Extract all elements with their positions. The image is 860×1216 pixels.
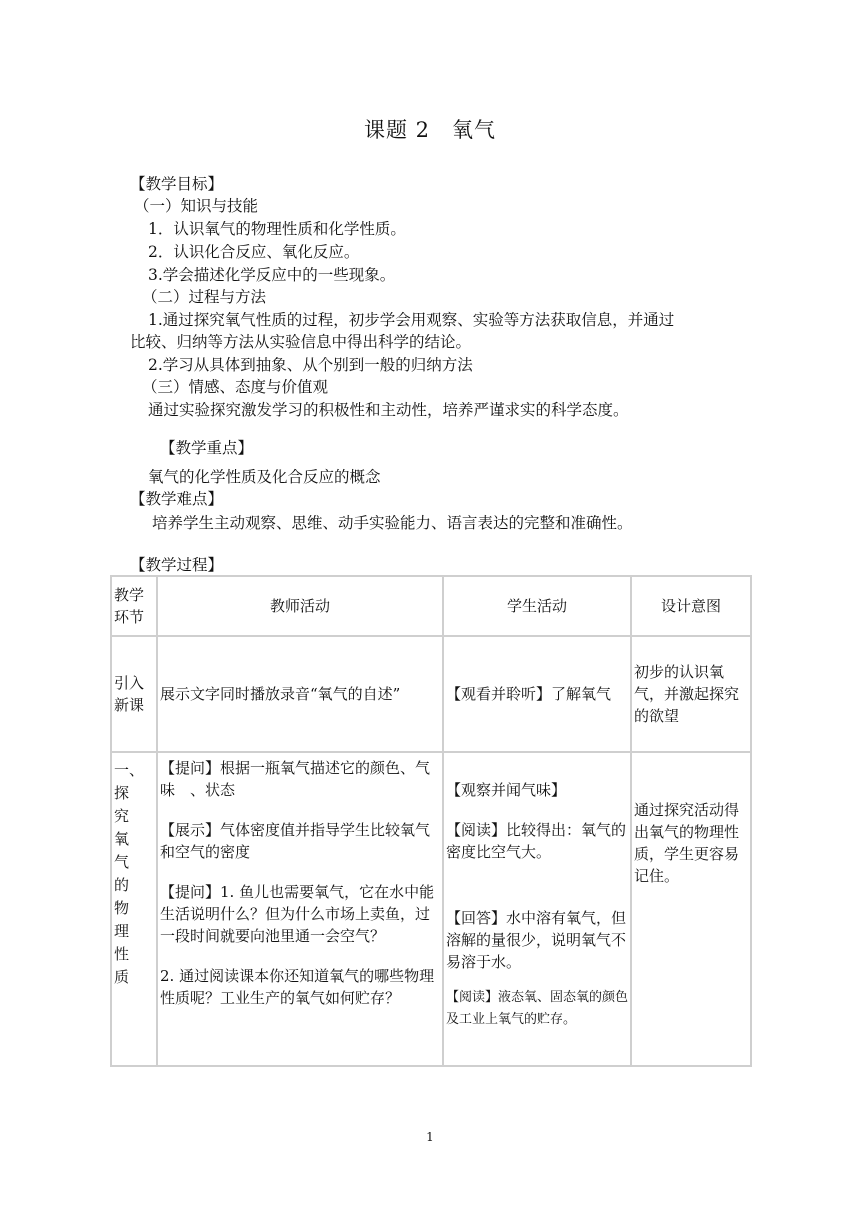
objectives-section-3: （三）情感、态度与价值观 xyxy=(142,378,329,396)
row2-student-4: 【阅读】液态氧、固态氧的颜色及工业上氧气的贮存。 xyxy=(446,990,629,1027)
process-heading: 【教学过程】 xyxy=(130,556,224,574)
difficulties-heading: 【教学难点】 xyxy=(130,490,224,508)
row2-intent-cell xyxy=(631,752,751,1066)
header-intent: 设计意图 xyxy=(631,576,751,636)
row2-teacher-2: 【展示】气体密度值并指导学生比较氧气和空气的密度 xyxy=(160,821,431,861)
objective-item-6: 通过实验探究激发学习的积极性和主动性，培养严谨求实的科学态度。 xyxy=(148,401,629,419)
row1-stage: 引入新课 xyxy=(111,636,157,752)
row2-stage: 一、探究氧气的物理性质 xyxy=(114,761,145,986)
table-row xyxy=(111,636,751,752)
row2-student-3: 【回答】水中溶有氧气，但溶解的量很少，说明氧气不易溶于水。 xyxy=(446,909,627,971)
row2-teacher-4: 2. 通过阅读课本你还知道氧气的哪些物理性质呢？工业生产的氧气如何贮存？ xyxy=(160,967,435,1007)
row2-teacher-cell xyxy=(157,752,443,1066)
page-number: 1 xyxy=(426,1130,434,1144)
header-student: 学生活动 xyxy=(443,576,631,636)
row1-intent: 初步的认识氧气，并激起探究的欲望 xyxy=(631,636,751,752)
key-points-text: 氧气的化学性质及化合反应的概念 xyxy=(148,468,381,486)
objective-item-4-line-1: 1.通过探究氧气性质的过程，初步学会用观察、实验等方法获取信息，并通过 xyxy=(148,311,675,329)
objective-item-2: 2．认识化合反应、氧化反应。 xyxy=(148,243,360,261)
teaching-process-table xyxy=(110,575,752,1067)
row2-teacher-1: 【提问】根据一瓶氧气描述它的颜色、气味 、状态 xyxy=(160,759,431,799)
row1-student: 【观看并聆听】了解氧气 xyxy=(443,636,631,752)
objective-item-5: 2.学习从具体到抽象、从个别到一般的归纳方法 xyxy=(148,356,473,374)
header-stage: 教学环节 xyxy=(111,576,157,636)
row2-stage-cell xyxy=(111,752,157,1066)
objectives-heading: 【教学目标】 xyxy=(130,175,224,193)
row2-teacher-3: 【提问】1. 鱼儿也需要氧气，它在水中能生活说明什么？但为什么市场上卖鱼，过一段时间就要向池里通一会空气？ xyxy=(160,883,435,945)
row2-intent: 通过探究活动得出氧气的物理性质，学生更容易记住。 xyxy=(634,801,740,885)
row2-student-1: 【观察并闻气味】 xyxy=(446,781,567,799)
objective-item-4-line-2: 比较、归纳等方法从实验信息中得出科学的结论。 xyxy=(130,333,472,351)
objective-item-3: 3.学会描述化学反应中的一些现象。 xyxy=(148,266,396,284)
objective-item-1: 1．认识氧气的物理性质和化学性质。 xyxy=(148,220,406,238)
key-points-heading: 【教学重点】 xyxy=(160,439,254,457)
table-row xyxy=(111,752,751,1066)
table-header-row xyxy=(111,576,751,636)
header-teacher: 教师活动 xyxy=(157,576,443,636)
objectives-section-1: （一）知识与技能 xyxy=(134,197,259,215)
objectives-section-2: （二）过程与方法 xyxy=(142,288,267,306)
page-title: 课题 2 氧气 xyxy=(363,118,497,142)
difficulties-text: 培养学生主动观察、思维、动手实验能力、语言表达的完整和准确性。 xyxy=(152,514,633,532)
row2-student-2: 【阅读】比较得出：氧气的密度比空气大。 xyxy=(446,821,627,861)
row2-student-cell xyxy=(443,752,631,1066)
row1-teacher: 展示文字同时播放录音“氧气的自述” xyxy=(157,636,443,752)
